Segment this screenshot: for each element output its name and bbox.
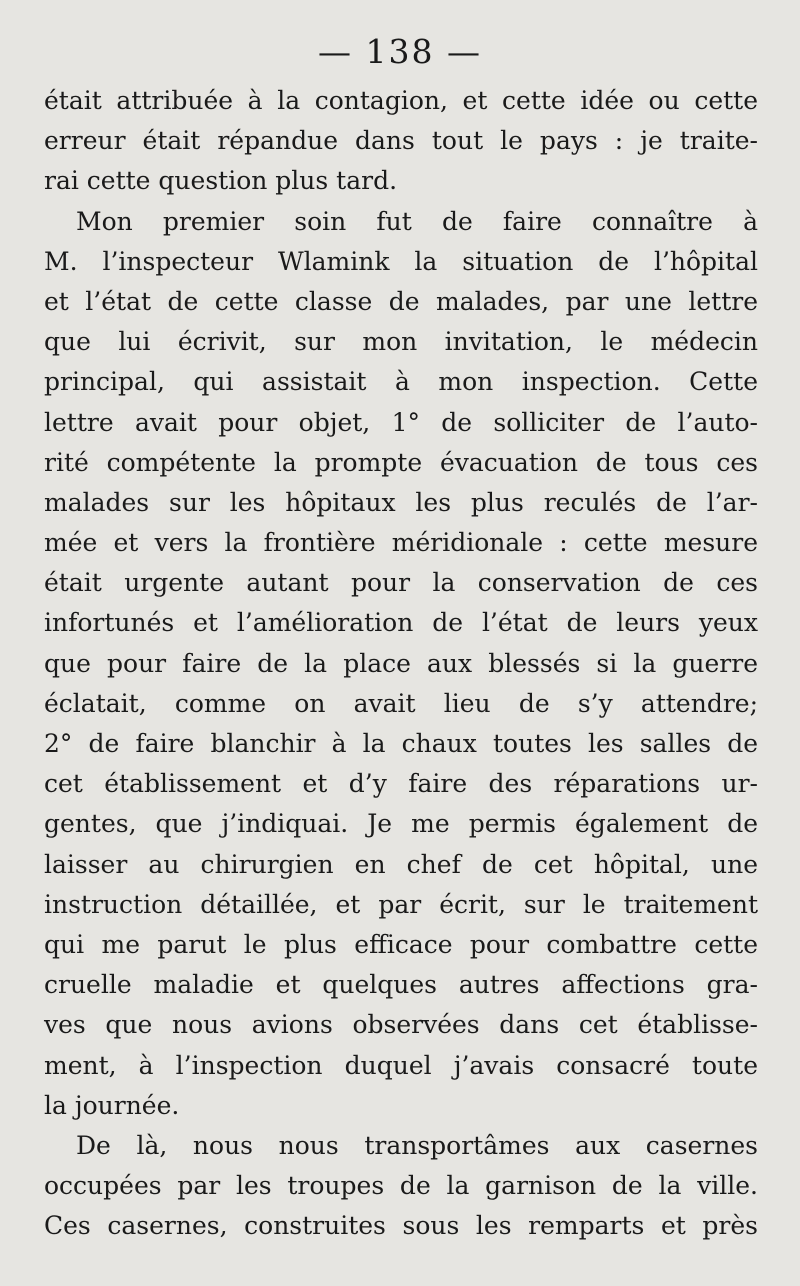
text-line: était urgente autant pour la conservation de ces bbox=[44, 568, 758, 598]
text-line: occupées par les troupes de la garnison de la ville. bbox=[44, 1171, 758, 1201]
text-line: instruction détaillée, et par écrit, sur le traitement bbox=[44, 889, 758, 919]
text-line: erreur était répandue dans tout le pays : je traite- bbox=[44, 126, 758, 156]
text-line: que pour faire de la place aux blessés si la guerre bbox=[44, 648, 758, 678]
body-text bbox=[44, 81, 758, 1246]
text-line: la journée. bbox=[44, 1090, 180, 1120]
text-line: laisser au chirurgien en chef de cet hôpital, une bbox=[44, 849, 758, 879]
text-line: malades sur les hôpitaux les plus reculés de l’ar- bbox=[44, 487, 758, 517]
text-line: Mon premier soin fut de faire connaître à bbox=[76, 206, 758, 236]
text-line: gentes, que j’indiquai. Je me permis également de bbox=[44, 809, 758, 839]
text-line: ment, à l’inspection duquel j’avais consacré toute bbox=[44, 1050, 758, 1080]
text-line: 2° de faire blanchir à la chaux toutes les salles de bbox=[44, 729, 758, 758]
text-line: ves que nous avions observées dans cet établisse- bbox=[44, 1010, 758, 1040]
page-number: — 138 — bbox=[318, 32, 482, 71]
text-line: cruelle maladie et quelques autres affections gra- bbox=[44, 970, 758, 1000]
text-line: cet établissement et d’y faire des réparations ur- bbox=[44, 769, 758, 799]
text-line: infortunés et l’amélioration de l’état de leurs yeux bbox=[44, 608, 758, 638]
text-line: Ces casernes, construites sous les remparts et près bbox=[44, 1211, 758, 1241]
text-line: principal, qui assistait à mon inspection. Cette bbox=[44, 367, 758, 397]
text-line: qui me parut le plus efficace pour combattre cette bbox=[44, 929, 758, 959]
text-line: et l’état de cette classe de malades, par une lettre bbox=[44, 286, 758, 316]
text-line: rai cette question plus tard. bbox=[44, 166, 398, 196]
text-line: rité compétente la prompte évacuation de tous ces bbox=[44, 447, 758, 477]
text-line: que lui écrivit, sur mon invitation, le médecin bbox=[44, 327, 758, 357]
text-line: éclatait, comme on avait lieu de s’y attendre; bbox=[44, 688, 758, 718]
text-line: était attribuée à la contagion, et cette idée ou cette bbox=[44, 86, 758, 115]
text-line: M. l’inspecteur Wlamink la situation de l’hôpital bbox=[44, 246, 758, 276]
text-line: mée et vers la frontière méridionale : cette mesure bbox=[44, 528, 758, 558]
text-line: De là, nous nous transportâmes aux casernes bbox=[76, 1130, 758, 1160]
text-line: lettre avait pour objet, 1° de solliciter de l’auto- bbox=[44, 407, 758, 437]
